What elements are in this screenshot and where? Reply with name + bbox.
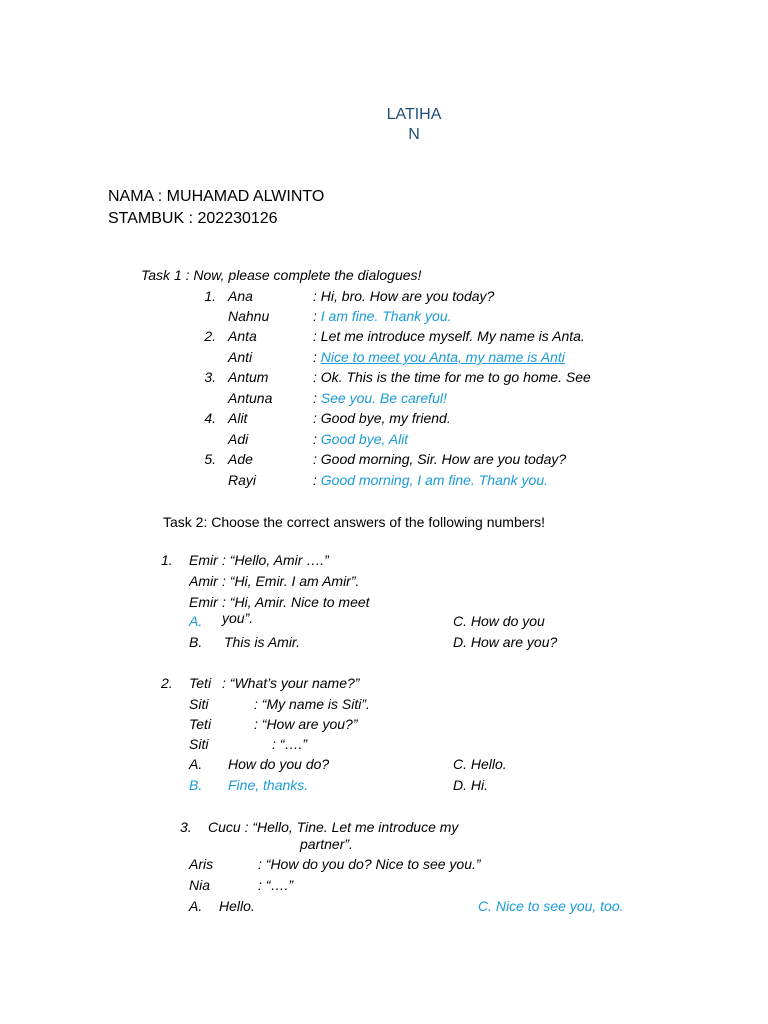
option-b-letter: B. xyxy=(189,634,203,650)
dialogue-line: : “….” xyxy=(258,877,293,893)
dialogue-line: : “Hi, Emir. I am Amir”. xyxy=(222,573,360,589)
task1-line: : Good bye, my friend. xyxy=(313,410,451,426)
task1-speaker: Rayi xyxy=(228,472,257,488)
task1-speaker: Antum xyxy=(228,369,269,385)
task1-speaker: Antuna xyxy=(228,390,273,406)
task1-answer-text: See you. Be careful! xyxy=(320,390,447,406)
task1-speaker: Anta xyxy=(228,328,257,344)
dialogue-line: : “My name is Siti”. xyxy=(254,696,370,712)
dialogue-line: : “How do you do? Nice to see you.” xyxy=(258,856,481,872)
dialogue-speaker: Aris xyxy=(189,856,214,872)
option-b: Fine, thanks. xyxy=(228,777,309,793)
dialogue-line-continued: partner”. xyxy=(300,836,353,852)
task1-answer-text: I am fine. Thank you. xyxy=(320,308,452,324)
option-c: C. Nice to see you, too. xyxy=(478,898,624,914)
task1-line: : Hi, bro. How are you today? xyxy=(313,288,495,304)
task1-speaker: Nahnu xyxy=(228,308,270,324)
title-line-2: N xyxy=(408,126,420,143)
task1-answer-text: Good morning, I am fine. Thank you. xyxy=(320,472,549,488)
task1-speaker: Alit xyxy=(228,410,248,426)
task1-answer: : I am fine. Thank you. xyxy=(313,308,452,324)
task1-row-number: 3. xyxy=(204,369,216,385)
page-title xyxy=(354,105,474,145)
task1-answer: : Good bye, Alit xyxy=(313,431,409,447)
option-d: D. Hi. xyxy=(453,777,488,793)
option-a: Hello. xyxy=(219,898,255,914)
option-a: A. xyxy=(189,613,203,629)
dialogue-line: : “What’s your name?” xyxy=(222,675,360,691)
task1-speaker: Ana xyxy=(228,288,253,304)
dialogue-line: : “Hello, Amir ….” xyxy=(222,552,329,568)
dialogue-line-continued: you”. xyxy=(222,610,254,626)
question-number: 2. xyxy=(161,675,173,691)
dialogue-line: : “….” xyxy=(272,736,307,752)
dialogue-speaker: Nia xyxy=(189,877,211,893)
task1-answer-text: Good bye, Alit xyxy=(320,431,409,447)
dialogue-speaker: Teti xyxy=(189,716,212,732)
dialogue-speaker: Siti xyxy=(189,696,209,712)
task1-row-number: 1. xyxy=(204,288,216,304)
task1-row-number: 2. xyxy=(204,328,216,344)
dialogue-line: : “How are you?” xyxy=(254,716,358,732)
dialogue-line: Cucu : “Hello, Tine. Let me introduce my xyxy=(208,819,459,835)
task1-speaker: Adi xyxy=(228,431,249,447)
dialogue-line: : “Hi, Amir. Nice to meet xyxy=(222,594,370,610)
dialogue-speaker: Emir xyxy=(189,552,218,568)
task1-answer-text: Nice to meet you Anta, my name is Anti xyxy=(320,349,565,365)
option-c: C. Hello. xyxy=(453,756,507,772)
title-line-1: LATIHA xyxy=(386,106,442,123)
option-b-letter: B. xyxy=(189,777,203,793)
task1-answer: : Good morning, I am fine. Thank you. xyxy=(313,472,549,488)
task1-line: : Ok. This is the time for me to go home. See xyxy=(313,369,591,385)
option-a-letter: A. xyxy=(189,756,203,772)
student-stambuk: STAMBUK : 202230126 xyxy=(108,210,278,227)
question-number: 1. xyxy=(161,552,173,568)
question-number: 3. xyxy=(180,819,192,835)
option-d: D. How are you? xyxy=(453,634,558,650)
task1-heading: Task 1 : Now, please complete the dialogues! xyxy=(141,267,422,283)
task1-speaker: Anti xyxy=(228,349,253,365)
option-b: This is Amir. xyxy=(224,634,300,650)
task1-speaker: Ade xyxy=(228,451,253,467)
dialogue-speaker: Emir xyxy=(189,594,218,610)
task1-row-number: 5. xyxy=(204,451,216,467)
task1-line: : Good morning, Sir. How are you today? xyxy=(313,451,567,467)
option-c: C. How do you xyxy=(453,613,545,629)
dialogue-speaker: Amir xyxy=(189,573,218,589)
task2-heading: Task 2: Choose the correct answers of the following numbers! xyxy=(163,514,546,530)
task1-line: : Let me introduce myself. My name is Anta. xyxy=(313,328,585,344)
option-a: How do you do? xyxy=(228,756,330,772)
dialogue-speaker: Teti xyxy=(189,675,212,691)
student-name: NAMA : MUHAMAD ALWINTO xyxy=(108,188,325,205)
task1-row-number: 4. xyxy=(204,410,216,426)
dialogue-speaker: Siti xyxy=(189,736,209,752)
task1-answer: : Nice to meet you Anta, my name is Anti xyxy=(313,349,565,365)
task1-answer: : See you. Be careful! xyxy=(313,390,447,406)
option-a-letter: A. xyxy=(189,898,203,914)
